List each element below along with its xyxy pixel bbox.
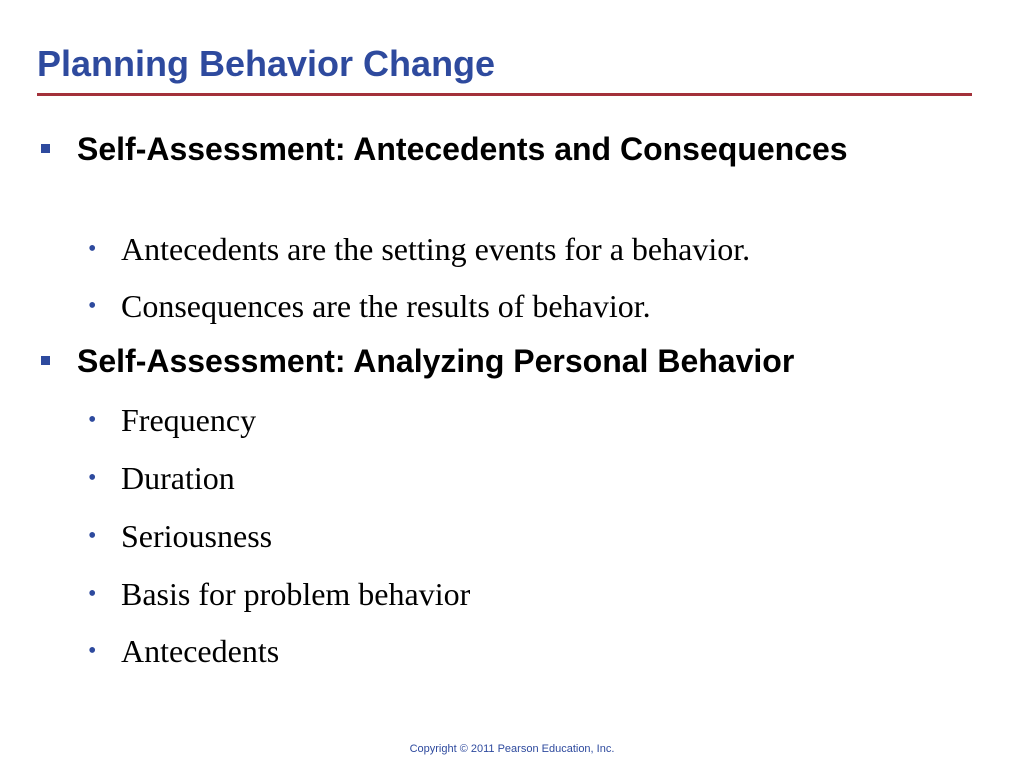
round-bullet-icon: • [88,407,97,433]
copyright-footer: Copyright © 2011 Pearson Education, Inc. [409,743,615,755]
round-bullet-icon: • [88,638,97,664]
round-bullet-icon: • [88,293,97,319]
list-item-text: Basis for problem behavior [121,576,471,612]
round-bullet-icon: • [88,523,97,549]
list-item-text: Frequency [121,402,257,438]
list-item-text: Seriousness [121,518,273,554]
square-bullet-icon [41,356,50,365]
list-item-text: Consequences are the results of behavior. [121,288,651,324]
round-bullet-icon: • [88,236,97,262]
section-heading-text: Self-Assessment: Analyzing Personal Behavior [77,343,795,379]
round-bullet-icon: • [88,581,97,607]
list-item-text: Antecedents are the setting events for a behavior. [121,231,751,267]
square-bullet-icon [41,144,50,153]
title-divider [37,93,972,96]
section-heading-text: Self-Assessment: Antecedents and Consequences [77,131,848,167]
list-item-text: Duration [121,460,235,496]
round-bullet-icon: • [88,465,97,491]
slide-title: Planning Behavior Change [37,43,496,84]
list-item-text: Antecedents [121,633,280,669]
